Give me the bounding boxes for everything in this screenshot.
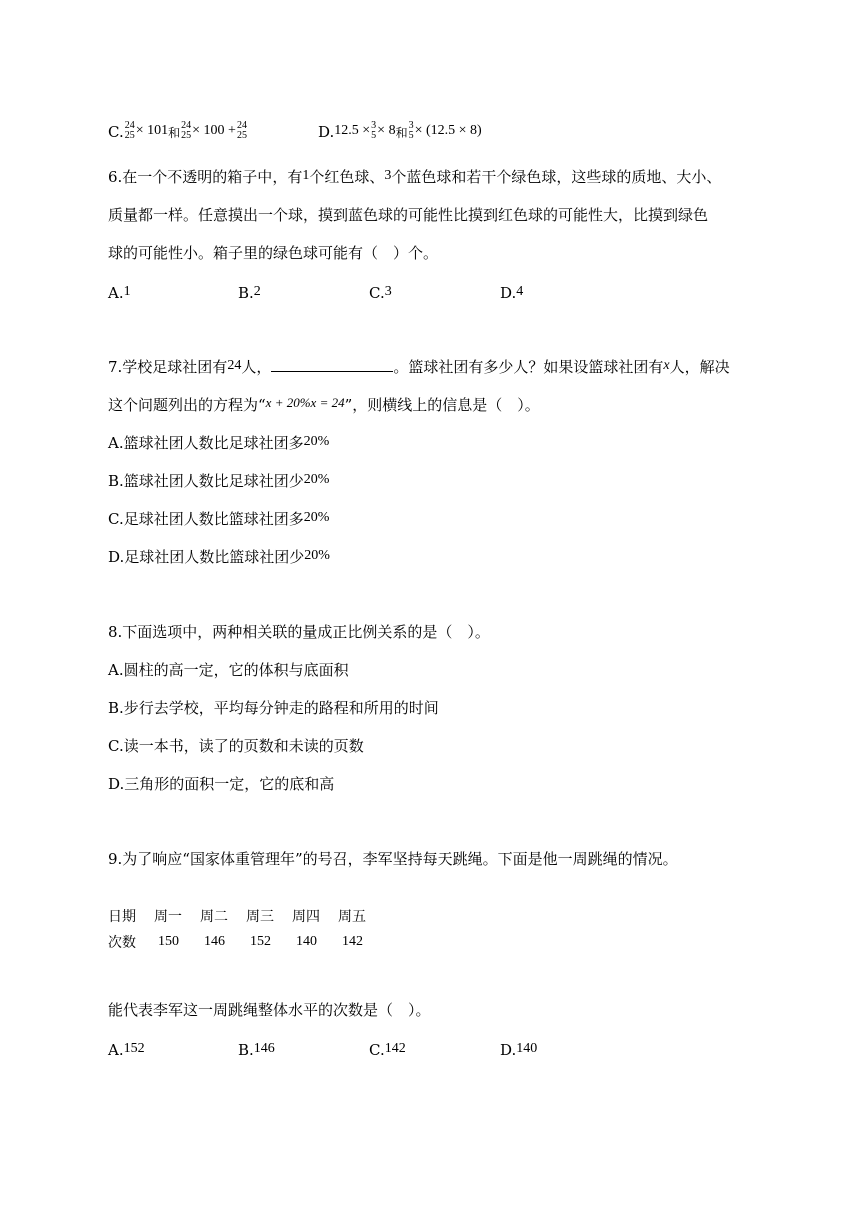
- table-cell: 142: [342, 934, 363, 949]
- q7-option-d: D.足球社团人数比篮球社团少20%: [108, 548, 330, 566]
- table-cell: 150: [158, 934, 179, 949]
- q7-option-a: A.篮球社团人数比足球社团多20%: [108, 434, 330, 452]
- q7-stem-line1: 7.学校足球社团有24人， 。篮球社团有多少人？如果设篮球社团有x人，解决: [108, 358, 730, 376]
- math-text: × 100 +: [192, 123, 236, 138]
- table-cell: 周四: [292, 909, 320, 925]
- math-text: 12.5 ×: [334, 123, 371, 138]
- q9-option-d: D.140: [500, 1041, 538, 1059]
- q9-option-a: A.152: [108, 1041, 145, 1059]
- q8-stem: 8.下面选项中，两种相关联的量成正比例关系的是（ ）。: [108, 623, 490, 641]
- fraction: 3 5: [371, 120, 377, 141]
- q7-option-b: B.篮球社团人数比足球社团少20%: [108, 472, 330, 490]
- fraction: 24 25: [181, 120, 192, 141]
- q5-option-d: [318, 122, 482, 144]
- table-cell: 次数: [108, 935, 136, 951]
- q8-option-b: B.步行去学校，平均每分钟走的路程和所用的时间: [108, 699, 439, 717]
- table-header-row: [108, 903, 384, 929]
- q9-question: 能代表李军这一周跳绳整体水平的次数是（ ）。: [108, 1001, 431, 1019]
- table-row: [108, 929, 384, 955]
- q5-option-c: [108, 122, 248, 144]
- math-text: × 101: [135, 123, 169, 138]
- q8-option-c: C.读一本书，读了的页数和未读的页数: [108, 737, 364, 755]
- q6-option-d: D.4: [500, 284, 524, 302]
- q7-option-c: C.足球社团人数比篮球社团多20%: [108, 510, 330, 528]
- and-text: 和: [395, 126, 408, 140]
- table-cell: 日期: [108, 909, 136, 925]
- q9-option-b: B.146: [238, 1041, 275, 1059]
- table-cell: 146: [204, 934, 225, 949]
- option-label: C.: [108, 123, 124, 141]
- fraction: 24 25: [124, 120, 135, 141]
- math-text: × (12.5 × 8): [414, 123, 482, 138]
- q6-option-a: A.1: [108, 284, 131, 302]
- fraction: 3 5: [408, 120, 414, 141]
- q6-option-b: B.2: [238, 284, 261, 302]
- table-cell: 周三: [246, 909, 274, 925]
- q8-option-a: A.圆柱的高一定，它的体积与底面积: [108, 661, 349, 679]
- q6-stem-line3: 球的可能性小。箱子里的绿色球可能有（ ）个。: [108, 244, 439, 262]
- jump-rope-table: [108, 903, 384, 955]
- option-label: D.: [318, 123, 335, 141]
- table-cell: 周二: [200, 909, 228, 925]
- fraction: 24 25: [236, 120, 247, 141]
- q9-stem: 9.为了响应“国家体重管理年”的号召，李军坚持每天跳绳。下面是他一周跳绳的情况。: [108, 850, 678, 868]
- q8-option-d: D.三角形的面积一定，它的底和高: [108, 775, 335, 793]
- q6-stem-line2: 质量都一样。任意摸出一个球，摸到蓝色球的可能性比摸到红色球的可能性大，比摸到绿色: [108, 206, 709, 224]
- table-cell: 152: [250, 934, 271, 949]
- table-cell: 周一: [154, 909, 182, 925]
- q6-option-c: C.3: [369, 284, 392, 302]
- table-cell: 周五: [338, 909, 366, 925]
- and-text: 和: [168, 126, 181, 140]
- answer-blank: [271, 357, 393, 372]
- q6-stem-line1: 6.在一个不透明的箱子中，有1个红色球、3个蓝色球和若干个绿色球，这些球的质地、大小、: [108, 168, 722, 186]
- q7-stem-line2: 这个问题列出的方程为“x + 20%x = 24”，则横线上的信息是（ ）。: [108, 395, 540, 414]
- table-cell: 140: [296, 934, 317, 949]
- q9-option-c: C.142: [369, 1041, 406, 1059]
- math-text: × 8: [377, 123, 396, 138]
